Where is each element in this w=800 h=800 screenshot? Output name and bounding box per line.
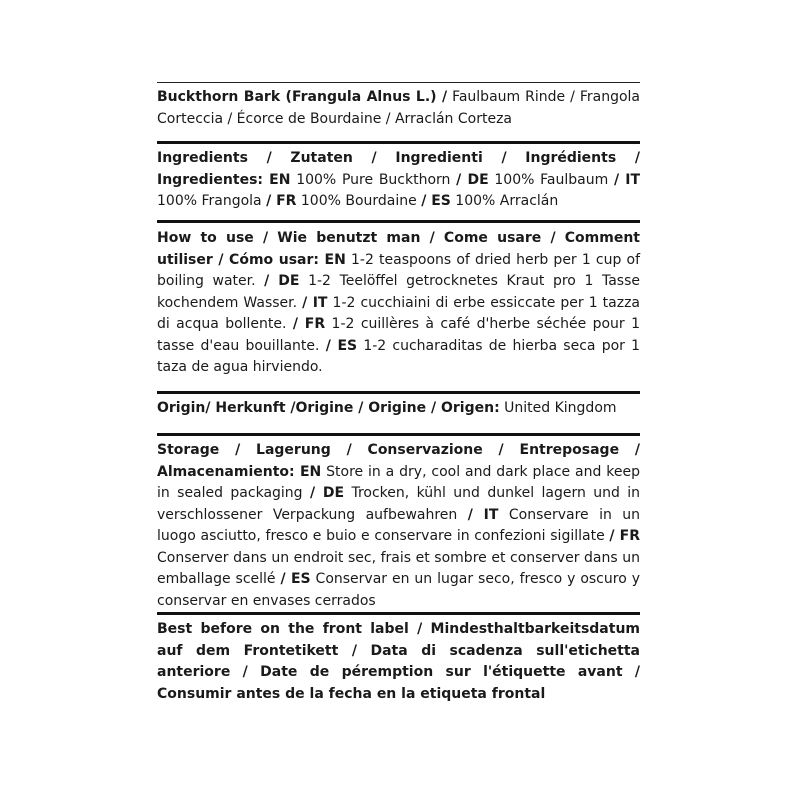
origin-section [157,391,640,420]
how-to-use-de-code: / DE [264,273,300,289]
how-to-use-it-code: / IT [302,294,328,311]
storage-es-code: / ES [280,571,311,587]
storage-de-code: / DE [309,485,345,501]
storage-section [157,433,640,612]
how-to-use-section [157,220,640,376]
how-to-use-fr: 1-2 cuillères à café d'herbe séchée pour 1 tasse d'eau bouillante. [157,316,640,354]
origin-heading: Origin/ Herkunft /Origine / Origine / Origen: [157,400,500,416]
storage-de: Trocken, kühl und dunkel lagern und in verschlossener Verpackung aufbewahren [157,485,640,523]
how-to-use-en: 1-2 teaspoons of dried herb per 1 cup of boiling water. [157,251,640,289]
storage-es: Conservar en un lugar seco, fresco y oscuro y conservar en envases cerrados [157,571,640,609]
how-to-use-es: 1-2 cucharaditas de hierba seca por 1 taza de agua hirviendo. [157,337,641,375]
ingredients-en: 100% Pure Buckthorn [290,171,457,188]
ingredients-it: 100% Frangola [157,193,267,209]
storage-fr-code: / FR [609,528,641,544]
product-name-section [157,82,640,127]
storage-it: Conservare in un luogo asciutto, fresco e buio e conservare in confezioni sigillate [157,506,640,544]
how-to-use-fr-code: / FR [292,316,326,332]
product-name-translations: Faulbaum Rinde / Frangola Corteccia / Écorce de Bourdaine / Arraclán Corteza [157,89,640,127]
storage-heading: Storage / Lagerung / Conservazione / Entreposage / Almacenamiento: EN [157,442,640,480]
how-to-use-heading: How to use / Wie benutzt man / Come usare / Comment utiliser / Cómo usar: EN [157,230,640,268]
ingredients-heading: Ingredients / Zutaten / Ingredienti / Ingrédients / Ingredientes: EN [157,150,640,188]
ingredients-de-code: / DE [456,171,489,188]
ingredients-de: 100% Faulbaum [488,171,614,188]
how-to-use-de: 1-2 Teelöffel getrocknetes Kraut pro 1 Tasse kochendem Wasser. [157,273,640,311]
storage-fr: Conserver dans un endroit sec, frais et sombre et conserver dans un emballage scellé [157,549,640,587]
storage-en: Store in a dry, cool and dark place and keep in sealed packaging [157,463,640,501]
how-to-use-it: 1-2 cucchiaini di erbe essiccate per 1 tazza di acqua bollente. [157,294,641,332]
ingredients-es: 100% Arraclán [450,193,559,209]
how-to-use-es-code: / ES [325,337,358,354]
ingredients-it-code: / IT [613,171,641,188]
best-before-text: Best before on the front label / Mindesthaltbarkeitsdatum auf dem Frontetikett / Data di scadenza sull'etichetta anteriore / Date de péremption sur l'étiquette avant / Consumir antes de la fecha en la etiqueta frontal [157,621,640,702]
product-name-primary: Buckthorn Bark (Frangula Alnus L.) / [157,89,448,105]
ingredients-fr: 100% Bourdaine [296,193,422,209]
ingredients-section [157,141,640,212]
storage-it-code: / IT [467,506,499,523]
product-label [157,82,640,707]
best-before-section [157,612,640,707]
ingredients-es-code: / ES [421,193,451,209]
origin-value: United Kingdom [499,400,617,416]
ingredients-fr-code: / FR [266,193,297,209]
